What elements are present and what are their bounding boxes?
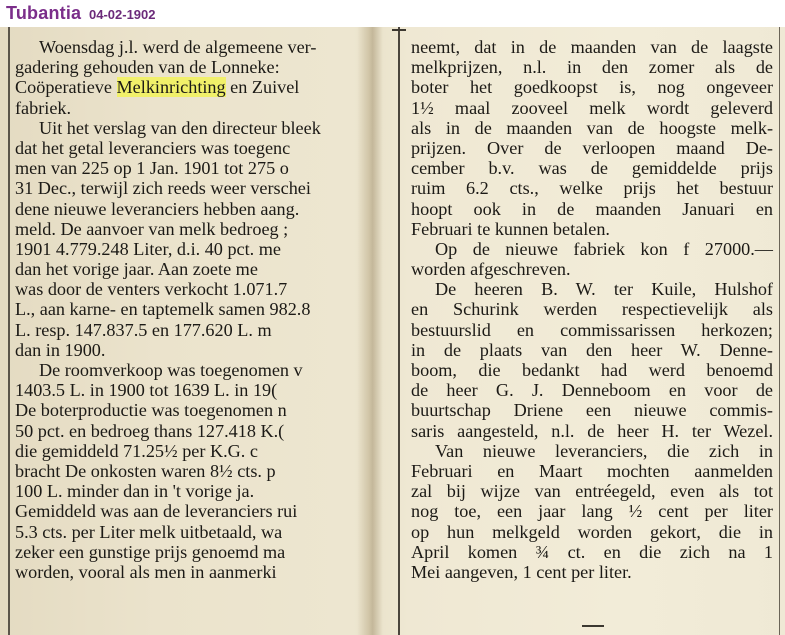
text-line: 1901 4.779.248 Liter, d.i. 40 pct. me <box>15 238 281 259</box>
text-line: zal bij wijze van entréegeld, even als tot <box>411 481 773 502</box>
text-line: in de plaats van den heer W. Denne- <box>411 339 773 360</box>
column-rule-middle <box>398 27 400 635</box>
text-line: De boterproductie was toegenomen n <box>15 400 287 421</box>
text-line: cember b.v. was de gemiddelde prijs <box>411 158 773 179</box>
text-line: meld. De aanvoer van melk bedroeg ; <box>15 218 289 239</box>
text-line: dan in 1900. <box>15 339 106 360</box>
text-line: 1403.5 L. in 1900 tot 1639 L. in 19( <box>15 380 278 401</box>
text-line: melkprijzen, n.l. in den zomer als de <box>411 57 773 78</box>
text-line: April komen ¾ ct. en die zich na 1 <box>411 541 773 562</box>
text-line: ruim 6.2 cts., welke prijs het bestuur <box>411 178 773 199</box>
text-line: was door de venters verkocht 1.071.7 <box>15 279 288 300</box>
text-line: 1½ maal zooveel melk wordt geleverd <box>411 97 773 118</box>
text-line: op hun melkgeld worden gekort, die in <box>411 521 773 542</box>
text-line: saris aangesteld, n.l. de heer H. ter Wezel. <box>411 420 773 441</box>
text-line: worden afgeschreven. <box>411 259 571 280</box>
text-line: De roomverkoop was toegenomen v <box>39 360 303 380</box>
column-rule-cap <box>392 29 406 31</box>
newspaper-clipping <box>0 27 785 635</box>
text-line: dan het vorige jaar. Aan zoete me <box>15 259 258 280</box>
text-line: De heeren B. W. ter Kuile, Hulshof <box>435 279 773 300</box>
text-line: worden, vooral als men in aanmerki <box>15 561 277 582</box>
text-line: Februari en Maart mochten aanmelden <box>411 460 773 481</box>
text-line: als in de maanden van de hoogste melk- <box>411 117 773 138</box>
text-line: 100 L. minder dan in 't vorige ja. <box>15 481 255 502</box>
text-line: Woensdag j.l. werd de algemeene ver- <box>39 37 317 57</box>
text-line: 50 pct. en bedroeg thans 127.418 K.( <box>15 420 285 441</box>
text-line: gadering gehouden van de Lonneke: <box>15 57 280 78</box>
text-line: de heer G. J. Denneboom en voor de <box>411 380 773 401</box>
text-fragment: en Zuivel <box>225 77 300 98</box>
text-line: neemt, dat in de maanden van de laagste <box>411 37 773 57</box>
text-line: 31 Dec., terwijl zich reeds weer verschei <box>15 178 311 199</box>
column-rule-right <box>779 27 780 635</box>
text-line: bestuurslid en commissarissen herkozen; <box>411 319 773 340</box>
text-line: L. resp. 147.837.5 en 177.620 L. m <box>15 319 272 340</box>
text-line: Op de nieuwe fabriek kon f 27000.— <box>435 238 773 259</box>
text-line: dat het getal leveranciers was toegenc <box>15 137 291 158</box>
text-line: hoopt ook in de maanden Januari en <box>411 198 773 219</box>
text-line: fabriek. <box>15 97 72 118</box>
text-line <box>15 77 365 97</box>
newspaper-title[interactable]: Tubantia <box>6 3 82 23</box>
text-line: 5.3 cts. per Liter melk uitbetaald, wa <box>15 521 283 542</box>
text-line: zeker een gunstige prijs genoemd ma <box>15 541 286 562</box>
search-highlight: Melkinrichting <box>116 77 226 98</box>
text-line: boter het goedkoopst is, nog ongeveer <box>411 77 773 98</box>
page-header <box>0 0 785 27</box>
text-fragment: Coöperatieve <box>15 77 117 98</box>
publication-date: 04-02-1902 <box>89 7 156 22</box>
text-line: prijzen. Over de verloopen maand De- <box>411 137 773 158</box>
text-line: en Schurink werden respectievelijk als <box>411 299 773 320</box>
column-rule-left <box>8 27 10 635</box>
text-line: Februari te kunnen betalen. <box>411 218 610 239</box>
text-line: Gemiddeld was aan de leveranciers rui <box>15 501 298 522</box>
text-line: buurtschap Driene een nieuwe commis- <box>411 400 773 421</box>
text-line: bracht De onkosten waren 8½ cts. p <box>15 460 276 481</box>
text-line: L., aan karne- en taptemelk samen 982.8 <box>15 299 311 320</box>
text-line: men van 225 op 1 Jan. 1901 tot 275 o <box>15 158 289 179</box>
text-line: dene nieuwe leveranciers hebben aang. <box>15 198 300 219</box>
text-line: Van nieuwe leveranciers, die zich in <box>435 440 773 461</box>
article-column-left <box>15 37 365 582</box>
text-line: die gemiddeld 71.25½ per K.G. c <box>15 440 258 461</box>
text-line: Mei aangeven, 1 cent per liter. <box>411 561 632 582</box>
text-line: Uit het verslag van den directeur bleek <box>39 117 321 138</box>
article-column-right <box>411 37 773 582</box>
article-end-rule <box>582 625 604 627</box>
text-line: boom, die bedankt had werd benoemd <box>411 360 773 380</box>
text-line: nog toe, een jaar lang ½ cent per liter <box>411 501 773 522</box>
